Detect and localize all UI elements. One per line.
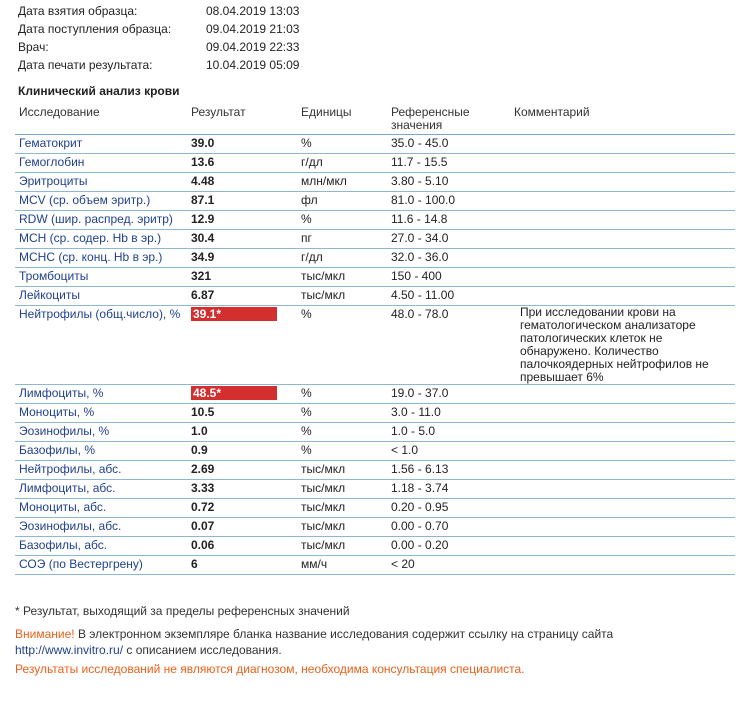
test-reference: 48.0 - 78.0 <box>387 306 510 385</box>
table-row <box>15 404 735 423</box>
test-units: г/дл <box>297 154 387 173</box>
test-comment <box>510 249 735 268</box>
test-reference: 35.0 - 45.0 <box>387 135 510 154</box>
test-result: 12.9 <box>187 211 297 230</box>
test-units: фл <box>297 192 387 211</box>
test-comment <box>510 556 735 575</box>
test-comment <box>510 461 735 480</box>
test-name[interactable]: Базофилы, абс. <box>15 537 187 556</box>
meta-value: 09.04.2019 22:33 <box>206 40 300 54</box>
test-units: г/дл <box>297 249 387 268</box>
test-name[interactable]: СОЭ (по Вестергрену) <box>15 556 187 575</box>
header-units: Единицы <box>301 105 352 119</box>
test-comment <box>510 499 735 518</box>
test-name[interactable]: Моноциты, абс. <box>15 499 187 518</box>
test-comment <box>510 518 735 537</box>
meta-value: 10.04.2019 05:09 <box>206 58 300 72</box>
test-units: млн/мкл <box>297 173 387 192</box>
test-result: 10.5 <box>187 404 297 423</box>
test-result <box>187 385 297 404</box>
test-name[interactable]: Моноциты, % <box>15 404 187 423</box>
test-units: % <box>297 442 387 461</box>
test-result: 0.07 <box>187 518 297 537</box>
test-units: мм/ч <box>297 556 387 575</box>
test-name[interactable]: RDW (шир. распред. эритр) <box>15 211 187 230</box>
test-comment: При исследовании крови на гематологическом анализаторе патологических клеток не обнаружено. Количество палочкоядерных нейтрофилов не превышает 6% <box>510 306 735 385</box>
test-result: 6 <box>187 556 297 575</box>
meta-value: 09.04.2019 21:03 <box>206 22 300 36</box>
test-units: пг <box>297 230 387 249</box>
test-reference: 32.0 - 36.0 <box>387 249 510 268</box>
test-reference: 11.7 - 15.5 <box>387 154 510 173</box>
test-name[interactable]: Лейкоциты <box>15 287 187 306</box>
out-of-range-result: 39.1* <box>191 307 277 321</box>
test-name[interactable]: MCHC (ср. конц. Hb в эр.) <box>15 249 187 268</box>
test-result: 0.06 <box>187 537 297 556</box>
table-row <box>15 192 735 211</box>
test-reference: 1.0 - 5.0 <box>387 423 510 442</box>
test-result: 39.0 <box>187 135 297 154</box>
test-reference: 4.50 - 11.00 <box>387 287 510 306</box>
meta-label: Дата поступления образца: <box>18 22 172 36</box>
table-row <box>15 306 735 385</box>
test-name[interactable]: Базофилы, % <box>15 442 187 461</box>
test-reference: 0.00 - 0.20 <box>387 537 510 556</box>
test-reference: < 1.0 <box>387 442 510 461</box>
test-units: тыс/мкл <box>297 461 387 480</box>
test-result: 321 <box>187 268 297 287</box>
table-row <box>15 556 735 575</box>
table-row <box>15 480 735 499</box>
test-comment <box>510 423 735 442</box>
test-units: % <box>297 211 387 230</box>
meta-row-received <box>14 20 434 38</box>
test-units: % <box>297 423 387 442</box>
table-row <box>15 230 735 249</box>
test-result: 30.4 <box>187 230 297 249</box>
test-units: тыс/мкл <box>297 480 387 499</box>
notice-tail: с описанием исследования. <box>123 643 282 657</box>
test-name[interactable]: Нейтрофилы, абс. <box>15 461 187 480</box>
test-result: 3.33 <box>187 480 297 499</box>
meta-row-doctor <box>14 38 434 56</box>
test-name[interactable]: MCV (ср. объем эритр.) <box>15 192 187 211</box>
invitro-link[interactable]: http://www.invitro.ru/ <box>15 643 124 657</box>
test-name[interactable]: Гематокрит <box>15 135 187 154</box>
test-comment <box>510 173 735 192</box>
table-row <box>15 287 735 306</box>
meta-label: Врач: <box>18 40 49 54</box>
table-row <box>15 173 735 192</box>
results-table <box>15 104 735 575</box>
footnote: * Результат, выходящий за пределы референсных значений <box>15 604 350 618</box>
test-result: 6.87 <box>187 287 297 306</box>
header-result: Результат <box>191 105 246 119</box>
table-row <box>15 154 735 173</box>
header-comment: Комментарий <box>514 105 590 119</box>
test-result: 0.72 <box>187 499 297 518</box>
test-comment <box>510 537 735 556</box>
table-row <box>15 249 735 268</box>
test-units: % <box>297 306 387 385</box>
out-of-range-result: 48.5* <box>191 386 277 400</box>
table-row <box>15 518 735 537</box>
test-comment <box>510 442 735 461</box>
test-reference: 1.18 - 3.74 <box>387 480 510 499</box>
test-units: % <box>297 404 387 423</box>
table-row <box>15 423 735 442</box>
notice <box>15 626 715 658</box>
test-comment <box>510 268 735 287</box>
test-units: тыс/мкл <box>297 268 387 287</box>
test-result: 0.9 <box>187 442 297 461</box>
table-row <box>15 499 735 518</box>
table-header-row <box>15 104 735 135</box>
test-result: 2.69 <box>187 461 297 480</box>
test-comment <box>510 211 735 230</box>
test-reference: < 20 <box>387 556 510 575</box>
test-units: тыс/мкл <box>297 499 387 518</box>
test-comment <box>510 154 735 173</box>
test-name[interactable]: Эритроциты <box>15 173 187 192</box>
table-row <box>15 385 735 404</box>
test-reference: 0.00 - 0.70 <box>387 518 510 537</box>
test-reference: 27.0 - 34.0 <box>387 230 510 249</box>
header-test: Исследование <box>19 105 100 119</box>
table-row <box>15 135 735 154</box>
test-name[interactable]: Тромбоциты <box>15 268 187 287</box>
test-name[interactable]: MCH (ср. содер. Hb в эр.) <box>15 230 187 249</box>
notice-warning: Внимание! <box>15 627 75 641</box>
test-units: % <box>297 385 387 404</box>
header-reference: Референсные значения <box>391 105 470 132</box>
table-row <box>15 268 735 287</box>
test-comment <box>510 287 735 306</box>
test-result: 13.6 <box>187 154 297 173</box>
test-comment <box>510 404 735 423</box>
section-title: Клинический анализ крови <box>18 84 180 98</box>
table-row <box>15 461 735 480</box>
test-name[interactable]: Лимфоциты, % <box>15 385 187 404</box>
test-result: 1.0 <box>187 423 297 442</box>
test-comment <box>510 480 735 499</box>
test-reference: 1.56 - 6.13 <box>387 461 510 480</box>
test-comment <box>510 230 735 249</box>
notice-text: В электронном экземпляре бланка название исследования содержит ссылку на страницу сайта <box>74 627 614 641</box>
table-row <box>15 442 735 461</box>
meta-row-printed <box>14 56 434 74</box>
test-comment <box>510 385 735 404</box>
test-name[interactable]: Гемоглобин <box>15 154 187 173</box>
test-name[interactable]: Эозинофилы, % <box>15 423 187 442</box>
test-reference: 3.80 - 5.10 <box>387 173 510 192</box>
test-comment <box>510 135 735 154</box>
test-comment <box>510 192 735 211</box>
test-result: 34.9 <box>187 249 297 268</box>
test-reference: 19.0 - 37.0 <box>387 385 510 404</box>
test-name[interactable]: Нейтрофилы (общ.число), % <box>15 306 187 385</box>
test-result: 87.1 <box>187 192 297 211</box>
sample-metadata <box>14 2 434 74</box>
table-row <box>15 537 735 556</box>
test-result <box>187 306 297 385</box>
meta-value: 08.04.2019 13:03 <box>206 4 300 18</box>
test-reference: 81.0 - 100.0 <box>387 192 510 211</box>
meta-label: Дата взятия образца: <box>18 4 138 18</box>
meta-label: Дата печати результата: <box>18 58 153 72</box>
meta-row-collected <box>14 2 434 20</box>
test-units: тыс/мкл <box>297 537 387 556</box>
test-result: 4.48 <box>187 173 297 192</box>
test-units: % <box>297 135 387 154</box>
test-units: тыс/мкл <box>297 518 387 537</box>
test-reference: 150 - 400 <box>387 268 510 287</box>
disclaimer: Результаты исследований не являются диагнозом, необходима консультация специалиста. <box>15 662 525 676</box>
test-name[interactable]: Лимфоциты, абс. <box>15 480 187 499</box>
test-reference: 3.0 - 11.0 <box>387 404 510 423</box>
test-reference: 11.6 - 14.8 <box>387 211 510 230</box>
test-reference: 0.20 - 0.95 <box>387 499 510 518</box>
test-name[interactable]: Эозинофилы, абс. <box>15 518 187 537</box>
table-row <box>15 211 735 230</box>
test-units: тыс/мкл <box>297 287 387 306</box>
